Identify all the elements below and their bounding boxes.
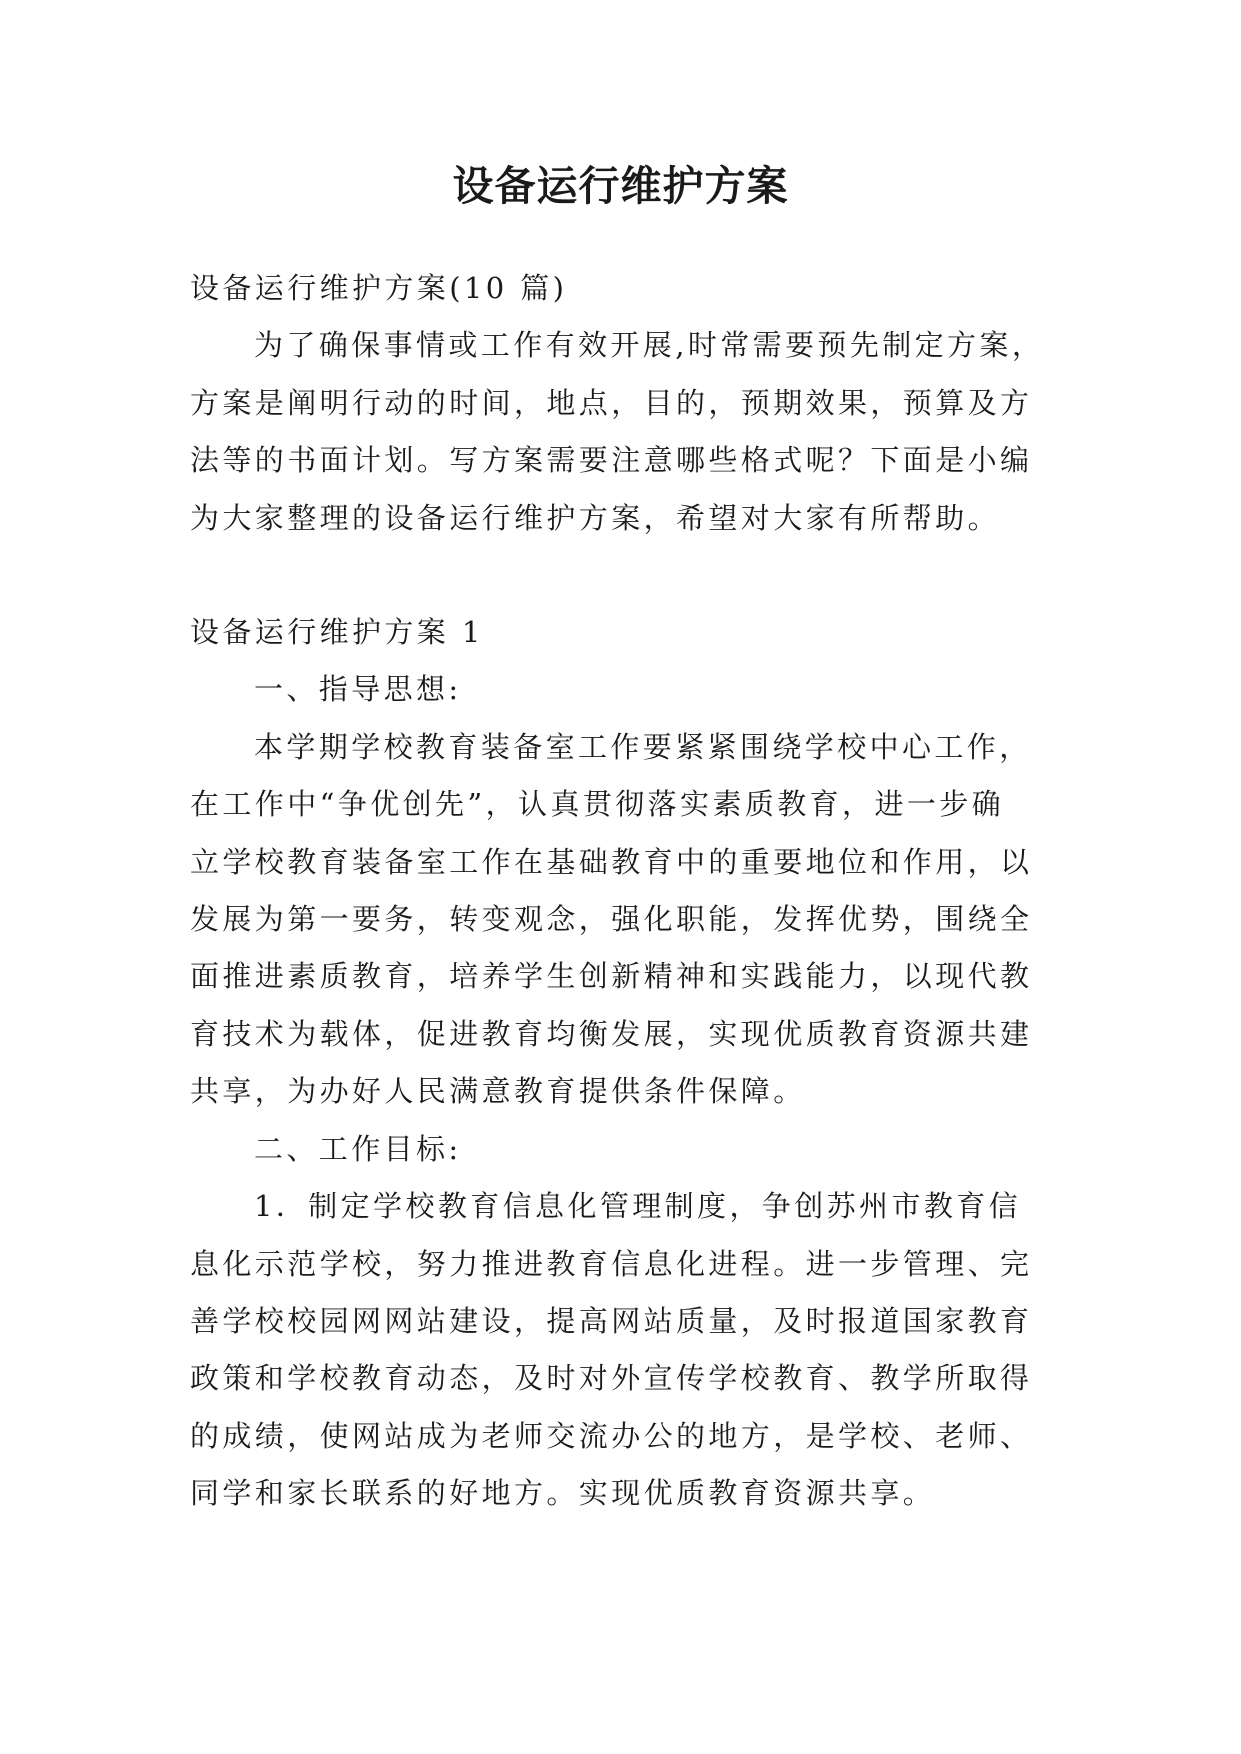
intro-line: 为了确保事情或工作有效开展,时常需要预先制定方案， — [254, 328, 1045, 363]
section-heading: 设备运行维护方案 1 — [190, 615, 484, 650]
document-body — [190, 260, 1052, 1523]
part1-line: 共享，为办好人民满意教育提供条件保障。 — [190, 1074, 806, 1109]
part2-line: 1．制定学校教育信息化管理制度，争创苏州市教育信 — [254, 1189, 1022, 1224]
intro-line: 法等的书面计划。写方案需要注意哪些格式呢？下面是小编 — [190, 443, 1033, 478]
part1-line: 在工作中“争优创先”，认真贯彻落实素质教育，进一步确 — [190, 787, 1005, 822]
part-heading: 一、指导思想: — [254, 672, 462, 707]
part2-line: 政策和学校教育动态，及时对外宣传学校教育、教学所取得 — [190, 1361, 1033, 1396]
part1-line: 育技术为载体，促进教育均衡发展，实现优质教育资源共建 — [190, 1016, 1033, 1051]
part2-line: 同学和家长联系的好地方。实现优质教育资源共享。 — [190, 1476, 936, 1511]
part2-line: 善学校校园网网站建设，提高网站质量，及时报道国家教育 — [190, 1303, 1033, 1338]
paragraph-gap — [190, 547, 1052, 604]
intro-line: 为大家整理的设备运行维护方案，希望对大家有所帮助。 — [190, 500, 1001, 535]
part1-line: 面推进素质教育，培养学生创新精神和实践能力，以现代教 — [190, 959, 1033, 994]
part2-line: 的成绩，使网站成为老师交流办公的地方，是学校、老师、 — [190, 1418, 1033, 1453]
page-title: 设备运行维护方案 — [452, 162, 789, 210]
intro-line: 方案是阐明行动的时间，地点，目的，预期效果，预算及方 — [190, 385, 1033, 420]
part2-line: 息化示范学校，努力推进教育信息化进程。进一步管理、完 — [190, 1246, 1033, 1281]
part1-line: 发展为第一要务，转变观念，强化职能，发挥优势，围绕全 — [190, 902, 1033, 937]
document-subtitle: 设备运行维护方案(10 篇) — [190, 271, 568, 305]
part1-line: 立学校教育装备室工作在基础教育中的重要地位和作用，以 — [190, 844, 1033, 879]
part-heading: 二、工作目标: — [254, 1131, 462, 1166]
part1-line: 本学期学校教育装备室工作要紧紧围绕学校中心工作， — [254, 729, 1032, 764]
